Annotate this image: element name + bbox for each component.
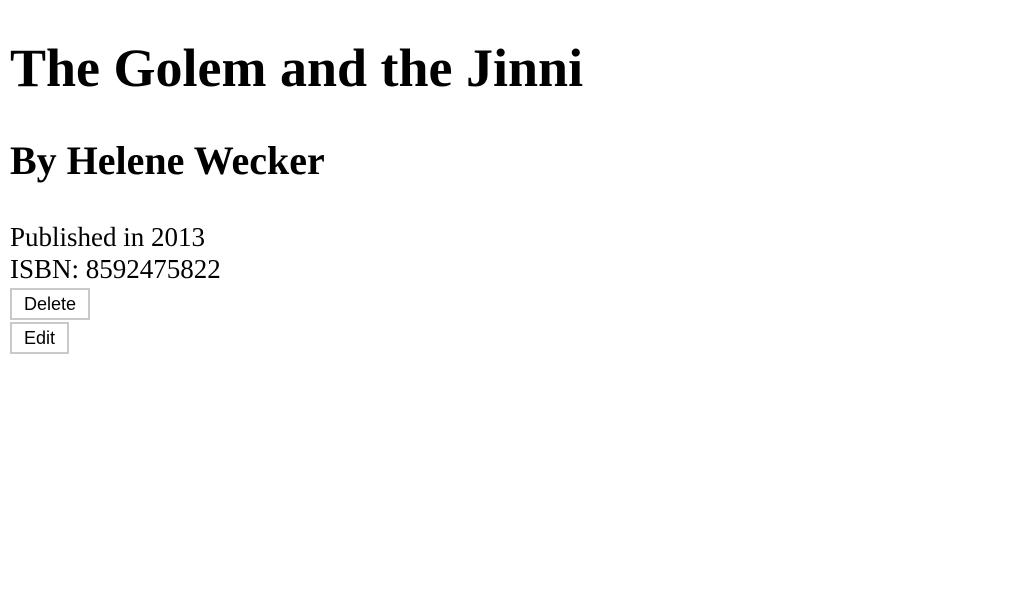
book-title: The Golem and the Jinni <box>10 38 584 98</box>
book-author: By Helene Wecker <box>10 138 325 183</box>
delete-button[interactable]: Delete <box>10 288 90 320</box>
isbn-text: ISBN: 8592475822 <box>10 254 221 284</box>
edit-button[interactable]: Edit <box>10 322 69 354</box>
book-detail-page <box>10 0 1032 604</box>
published-year: Published in 2013 <box>10 222 206 252</box>
